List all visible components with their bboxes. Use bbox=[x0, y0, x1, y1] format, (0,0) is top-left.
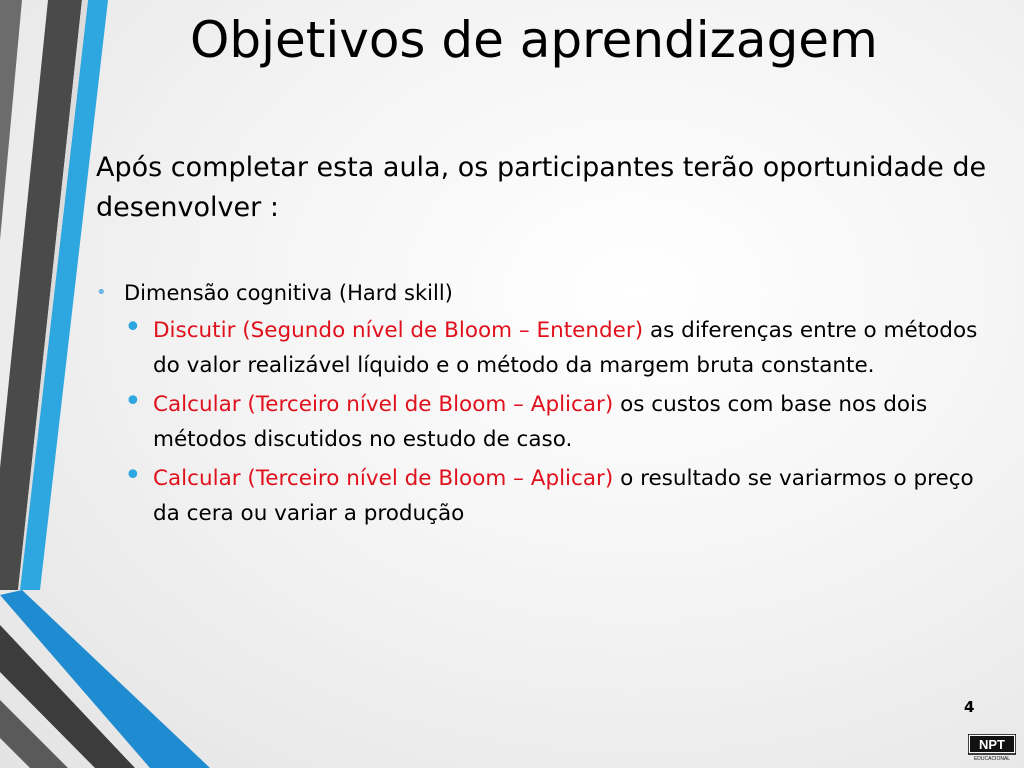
sub-bullet-text: os custos com base nos dois métodos discutidos no estudo de caso. bbox=[153, 392, 928, 452]
bullet-dot-icon: • bbox=[124, 384, 142, 419]
npt-logo bbox=[968, 734, 1016, 762]
bullet-dot-icon: • bbox=[124, 458, 142, 493]
sub-bullet-item bbox=[96, 458, 1006, 531]
sub-bullet-highlight: Calcular (Terceiro nível de Bloom – Aplicar) bbox=[153, 466, 614, 491]
slide-title: Objetivos de aprendizagem bbox=[190, 11, 878, 69]
bullet-list bbox=[96, 277, 1006, 531]
bullet-dot-icon: • bbox=[96, 282, 107, 303]
sub-bullet-text: o resultado se variarmos o preço da cera ou variar a produção bbox=[153, 466, 974, 526]
sub-bullet-item bbox=[96, 384, 1006, 457]
sub-bullet-text: as diferenças entre o métodos do valor realizável líquido e o método da margem bruta constante. bbox=[153, 318, 978, 378]
bullet-dot-icon: • bbox=[124, 310, 142, 345]
sub-bullet-highlight: Calcular (Terceiro nível de Bloom – Aplicar) bbox=[153, 392, 614, 417]
bullet-text: Dimensão cognitiva (Hard skill) bbox=[124, 281, 453, 305]
sub-bullet-item bbox=[96, 310, 1006, 383]
intro-text: Após completar esta aula, os participantes terão oportunidade de desenvolver : bbox=[96, 152, 987, 223]
sub-bullet-highlight: Discutir (Segundo nível de Bloom – Entender) bbox=[153, 318, 644, 343]
logo-subtext: EDUCACIONAL bbox=[973, 756, 1011, 762]
page-number: 4 bbox=[964, 698, 975, 716]
bullet-item bbox=[96, 277, 1006, 309]
logo-text: NPT bbox=[979, 737, 1005, 752]
stripe-light-gray bbox=[0, 0, 22, 240]
